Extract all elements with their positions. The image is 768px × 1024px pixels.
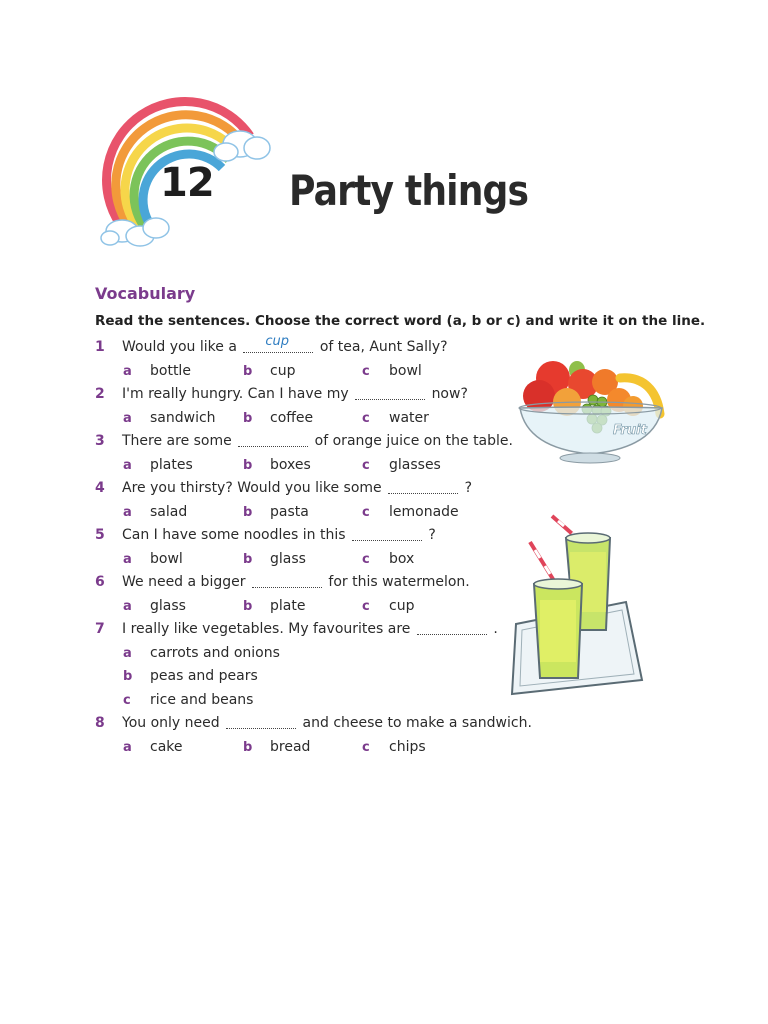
option-letter: b — [243, 598, 253, 614]
option-text[interactable]: bread — [270, 738, 311, 755]
option-letter: a — [123, 645, 132, 661]
option-row — [95, 689, 525, 713]
option-text[interactable]: glass — [270, 550, 306, 567]
option-letter: c — [362, 410, 370, 426]
question-text — [122, 524, 436, 548]
option-text[interactable]: box — [389, 550, 415, 567]
question-number: 8 — [95, 715, 105, 731]
question-text-after: of tea, Aunt Sally? — [319, 339, 448, 355]
answer-blank[interactable] — [252, 573, 322, 588]
question-text-before: Are you thirsty? Would you like some — [122, 480, 382, 496]
option-text[interactable]: peas and pears — [150, 668, 258, 684]
option-letter: c — [362, 551, 370, 567]
answer-blank[interactable] — [352, 526, 422, 541]
question-7 — [95, 618, 525, 642]
option-letter: b — [123, 669, 133, 684]
option-text[interactable]: water — [389, 409, 429, 426]
section-title: Vocabulary — [95, 284, 196, 303]
option-text[interactable]: chips — [389, 738, 426, 755]
option-text[interactable]: plate — [270, 597, 306, 614]
answer-blank[interactable] — [238, 432, 308, 447]
question-text-after: for this watermelon. — [328, 574, 470, 590]
option-letter: c — [362, 739, 370, 755]
option-text[interactable]: salad — [150, 503, 188, 520]
question-text-after: ? — [464, 480, 472, 496]
question-number: 2 — [95, 386, 105, 402]
question-text-before: We need a bigger — [122, 574, 246, 590]
question-8 — [95, 712, 532, 736]
question-text-after: and cheese to make a sandwich. — [302, 715, 532, 731]
question-text-before: You only need — [122, 715, 220, 731]
option-row — [95, 665, 525, 689]
option-text[interactable]: pasta — [270, 503, 309, 520]
question-text-after: now? — [431, 386, 468, 402]
question-number: 7 — [95, 621, 105, 637]
option-text[interactable]: carrots and onions — [150, 644, 280, 661]
question-5 — [95, 524, 525, 548]
question-number: 5 — [95, 527, 105, 543]
question-text-before: Can I have some noodles in this — [122, 527, 346, 543]
instructions: Read the sentences. Choose the correct word (a, b or c) and write it on the line. — [95, 313, 706, 329]
lemonade-glasses-icon — [508, 512, 646, 698]
option-letter: a — [123, 363, 132, 379]
option-letter: a — [123, 739, 132, 755]
option-letter: a — [123, 504, 132, 520]
question-text — [122, 618, 498, 642]
question-text-after: . — [493, 621, 498, 637]
question-text-before: I really like vegetables. My favourites are — [122, 621, 411, 637]
option-letter: b — [243, 410, 253, 426]
question-text-before: I'm really hungry. Can I have my — [122, 386, 349, 402]
question-text-after: ? — [428, 527, 436, 543]
option-text[interactable]: glass — [150, 597, 186, 614]
question-text — [122, 430, 513, 454]
question-number: 3 — [95, 433, 105, 449]
answer-blank[interactable] — [243, 334, 313, 353]
question-1 — [95, 336, 525, 360]
fruit-bowl-icon — [515, 348, 665, 464]
fruit-bowl-label: Fruit — [613, 423, 647, 438]
option-letter: b — [243, 551, 253, 567]
option-row — [95, 501, 525, 525]
option-text[interactable]: cake — [150, 738, 183, 755]
question-text-after: of orange juice on the table. — [314, 433, 513, 449]
question-text — [122, 336, 448, 360]
option-letter: c — [123, 692, 131, 708]
option-letter: c — [362, 457, 370, 473]
answer-blank[interactable] — [417, 620, 487, 635]
option-letter: c — [362, 363, 370, 379]
option-text[interactable]: bowl — [150, 550, 183, 567]
option-text[interactable]: sandwich — [150, 409, 216, 426]
answer-blank[interactable] — [226, 714, 296, 729]
option-row — [95, 360, 525, 384]
question-text-before: There are some — [122, 433, 232, 449]
option-text[interactable]: bottle — [150, 362, 191, 379]
option-letter: b — [243, 739, 253, 755]
option-text[interactable]: lemonade — [389, 503, 459, 520]
question-text — [122, 383, 468, 407]
option-letter: a — [123, 410, 132, 426]
question-2 — [95, 383, 525, 407]
option-letter: b — [243, 363, 253, 379]
option-letter: c — [362, 598, 370, 614]
handwritten-answer: cup — [265, 334, 289, 349]
option-row — [95, 736, 525, 760]
question-number: 4 — [95, 480, 105, 496]
unit-number: 12 — [160, 160, 214, 206]
page-title: Party things — [289, 166, 529, 215]
question-number: 1 — [95, 339, 105, 355]
option-row — [95, 595, 525, 619]
option-letter: b — [243, 504, 253, 520]
option-text[interactable]: glasses — [389, 456, 441, 473]
question-text — [122, 571, 470, 595]
option-text[interactable]: coffee — [270, 409, 314, 426]
option-text[interactable]: cup — [270, 362, 296, 379]
option-row — [95, 548, 525, 572]
option-row — [95, 642, 525, 666]
option-letter: a — [123, 551, 132, 567]
option-letter: c — [362, 504, 370, 520]
option-row — [95, 454, 525, 478]
option-text[interactable]: boxes — [270, 456, 311, 473]
question-text-before: Would you like a — [122, 339, 237, 355]
question-3 — [95, 430, 525, 454]
option-text[interactable]: bowl — [389, 362, 422, 379]
question-6 — [95, 571, 525, 595]
answer-blank[interactable] — [355, 385, 425, 400]
question-text — [122, 477, 472, 501]
option-text[interactable]: rice and beans — [150, 691, 254, 708]
option-row — [95, 407, 525, 431]
question-number: 6 — [95, 574, 105, 590]
option-text[interactable]: plates — [150, 456, 193, 473]
option-letter: a — [123, 598, 132, 614]
question-text — [122, 712, 532, 736]
question-list — [95, 334, 532, 759]
option-text[interactable]: cup — [389, 597, 415, 614]
answer-blank[interactable] — [388, 479, 458, 494]
question-4 — [95, 477, 525, 501]
option-letter: b — [243, 457, 253, 473]
option-letter: a — [123, 457, 132, 473]
